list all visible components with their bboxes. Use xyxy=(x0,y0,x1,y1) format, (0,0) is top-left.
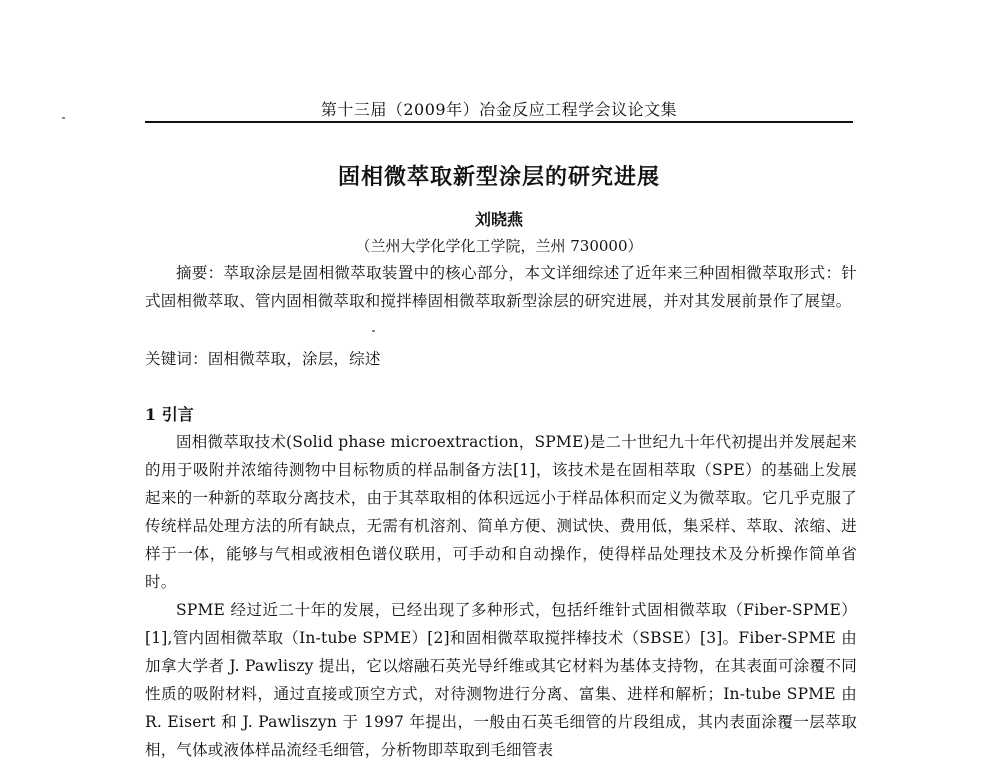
abstract xyxy=(145,259,857,315)
article-affiliation: （兰州大学化学化工学院，兰州 730000） xyxy=(355,237,643,255)
intro-paragraph-1: 固相微萃取技术(Solid phase microextraction，SPME)是二十世纪九十年代初提出并发展起来的用于吸附并浓缩待测物中目标物质的样品制备方法[1]，该技术是在固相萃取（SPE）的基础上发展起来的一种新的萃取分离技术，由于其萃取相的体积远远小于样品体积而定义为微萃取。它几乎克服了传统样品处理方法的所有缺点，无需有机溶剂、简单方便、测试快、费用低，集采样、萃取、浓缩、进样于一体，能够与气相或液相色谱仪联用，可手动和自动操作，使得样品处理技术及分析操作简单省时。 xyxy=(145,433,857,591)
running-header: 第十三届（2009年）冶金反应工程学会议论文集 xyxy=(320,100,678,119)
section-heading-introduction: 1 引言 xyxy=(145,405,194,424)
article-author: 刘晓燕 xyxy=(474,210,523,229)
scan-speck xyxy=(372,330,375,332)
keywords-label: 关键词： xyxy=(145,350,208,368)
article-title: 固相微萃取新型涂层的研究进展 xyxy=(337,164,660,190)
keywords xyxy=(145,345,857,373)
introduction-body xyxy=(145,428,857,760)
abstract-label: 摘要： xyxy=(176,264,224,282)
intro-paragraph-2: SPME 经过近二十年的发展，已经出现了多种形式，包括纤维针式固相微萃取（Fiber-SPME）[1],管内固相微萃取（In-tube SPME）[2]和固相微萃取搅拌棒技术（SBSE）[3]。Fiber-SPME 由加拿大学者 J. Pawliszy 提出，它以熔融石英光导纤维或其它材料为基体支持物，在其表面可涂覆不同性质的吸附材料，通过直接或顶空方式，对待测物进行分离、富集、进样和解析；In-tube SPME 由 R. Eisert 和 J. Pawliszyn 于 1997 年提出，一般由石英毛细管的片段组成，其内表面涂覆一层萃取相，气体或液体样品流经毛细管，分析物即萃取到毛细管表 xyxy=(145,601,857,759)
scan-speck xyxy=(62,117,65,119)
keywords-text: 固相微萃取，涂层，综述 xyxy=(207,350,381,368)
abstract-text: 萃取涂层是固相微萃取装置中的核心部分，本文详细综述了近年来三种固相微萃取形式：针式固相微萃取、管内固相微萃取和搅拌棒固相微萃取新型涂层的研究进展，并对其发展前景作了展望。 xyxy=(145,264,857,310)
header-rule xyxy=(145,121,853,123)
